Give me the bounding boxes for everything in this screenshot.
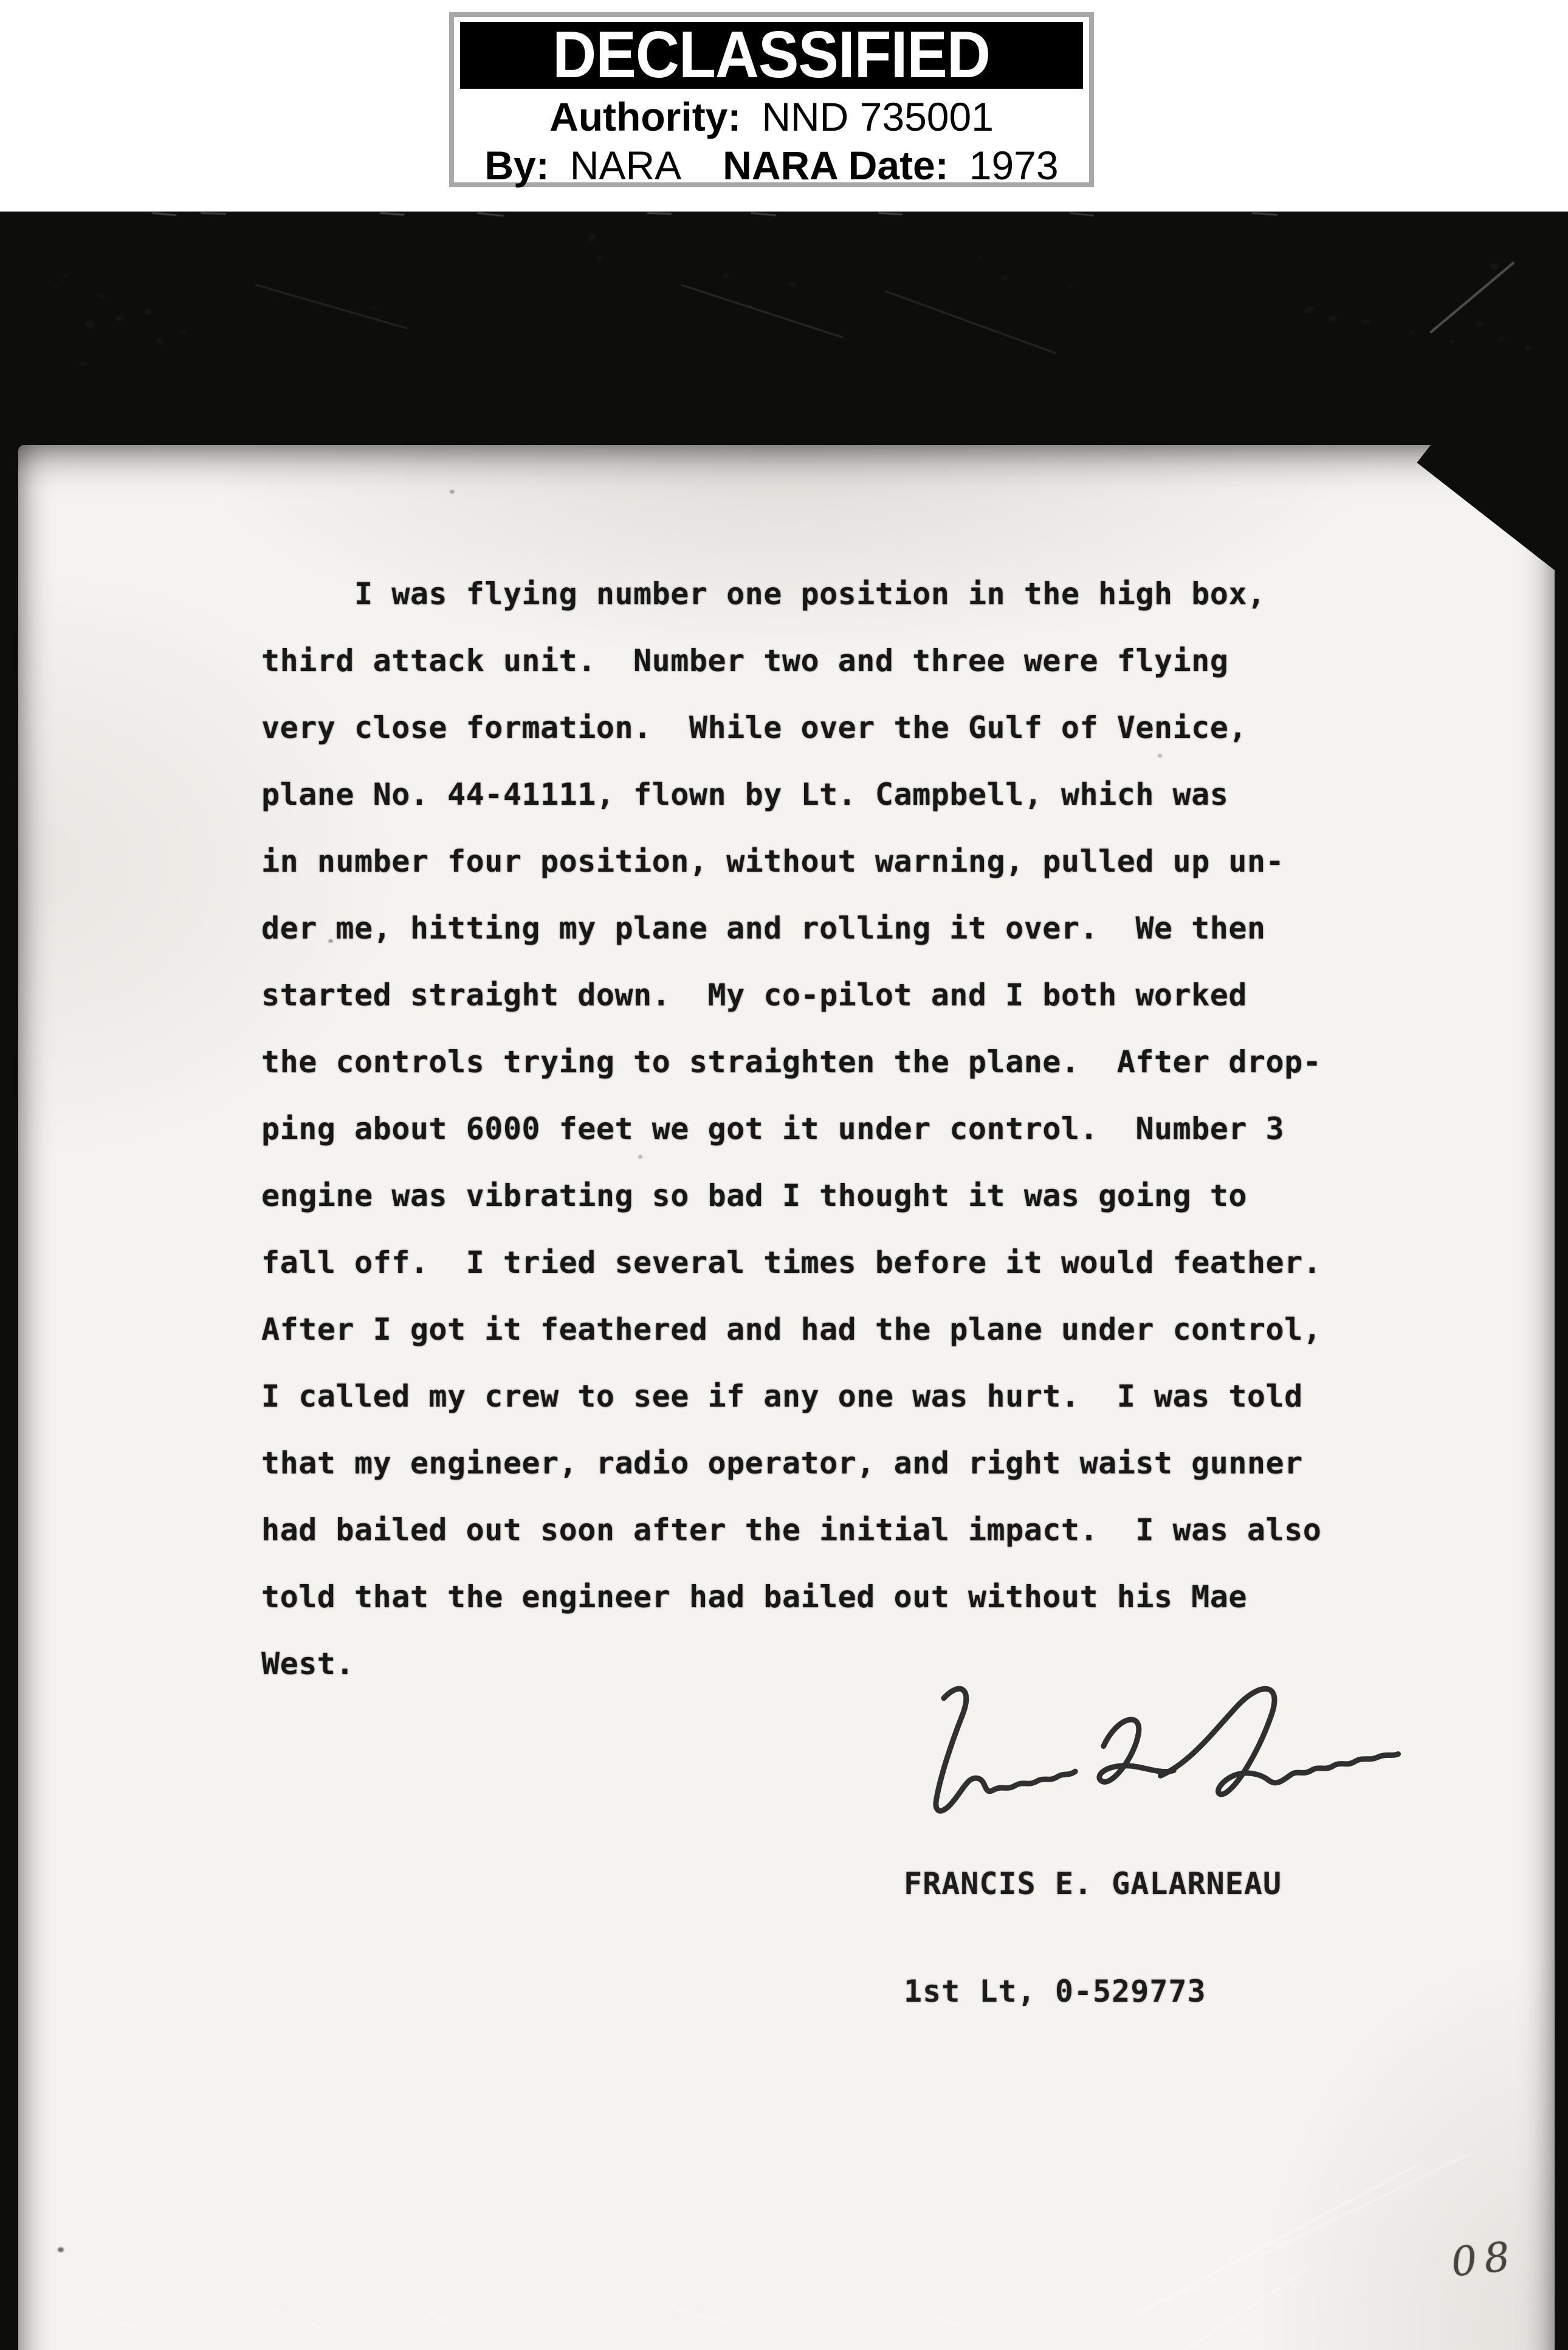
by-label: By: [484, 143, 549, 188]
date-label: NARA Date: [723, 143, 949, 188]
typed-line: der me, hitting my plane and rolling it over. We then [261, 911, 1266, 946]
stamp-by-date-line [460, 145, 1083, 186]
date-value: 1973 [969, 143, 1059, 188]
ink-speck [1409, 330, 1415, 336]
declassified-stamp-header [460, 22, 1083, 89]
ink-speck [1363, 319, 1370, 325]
typed-line: West. [261, 1646, 355, 1681]
typed-statement [261, 560, 1321, 1697]
ink-speck [638, 1155, 642, 1159]
typed-line: very close formation. While over the Gulf of Venice, [261, 710, 1247, 745]
ink-speck [1449, 339, 1455, 344]
ink-speck [144, 309, 151, 315]
ink-speck [181, 329, 187, 334]
typed-line: I called my crew to see if any one was hurt. I was told [261, 1379, 1303, 1414]
ink-speck [53, 284, 58, 289]
typed-line: engine was vibrating so bad I thought it was going to [261, 1178, 1247, 1213]
typed-line: fall off. I tried several times before it would feather. [261, 1245, 1322, 1280]
typed-signature-rank: 1st Lt, 0-529773 [904, 1974, 1206, 2009]
ink-speck [99, 294, 105, 299]
by-value: NARA [569, 143, 682, 188]
ink-speck [1490, 263, 1499, 270]
declassified-stamp [449, 12, 1094, 187]
handwritten-page-mark: 08 [1449, 2232, 1519, 2286]
typed-line: third attack unit. Number two and three were flying [261, 643, 1229, 678]
declassified-title: DECLASSIFIED [552, 22, 991, 89]
authority-value: NND 735001 [762, 94, 994, 139]
ink-speck [328, 939, 333, 943]
ink-speck [63, 273, 69, 277]
typed-line: ping about 6000 feet we got it under control. Number 3 [261, 1111, 1285, 1146]
typed-line: had bailed out soon after the initial impact. I was also [261, 1512, 1322, 1548]
typed-line: After I got it feathered and had the plane under control, [261, 1312, 1322, 1347]
ink-speck [372, 306, 377, 310]
stamp-authority-line [460, 96, 1083, 137]
typed-line: started straight down. My co-pilot and I both worked [261, 977, 1247, 1013]
authority-label: Authority: [549, 94, 741, 139]
ink-speck [1068, 284, 1073, 289]
typed-line: plane No. 44-41111, flown by Lt. Campbell, which was [261, 777, 1229, 812]
ink-speck [597, 255, 603, 261]
typed-line: that my engineer, radio operator, and right waist gunner [261, 1445, 1303, 1481]
ink-speck [1002, 275, 1008, 280]
typed-line: the controls trying to straighten the plane. After drop- [261, 1044, 1322, 1080]
typed-line: I was flying number one position in the high box, [261, 576, 1266, 612]
ink-speck [977, 255, 983, 260]
ink-speck [450, 490, 455, 494]
ink-speck [1498, 336, 1505, 342]
typed-signature-block [904, 1794, 1282, 2081]
typed-line: told that the engineer had bailed out without his Mae [261, 1579, 1247, 1614]
typed-line: in number four position, without warning, pulled up un- [261, 844, 1285, 879]
ink-speck [58, 2247, 64, 2252]
ink-speck [1524, 345, 1531, 351]
ink-speck [1158, 754, 1162, 757]
typed-signature-name: FRANCIS E. GALARNEAU [904, 1866, 1282, 1901]
